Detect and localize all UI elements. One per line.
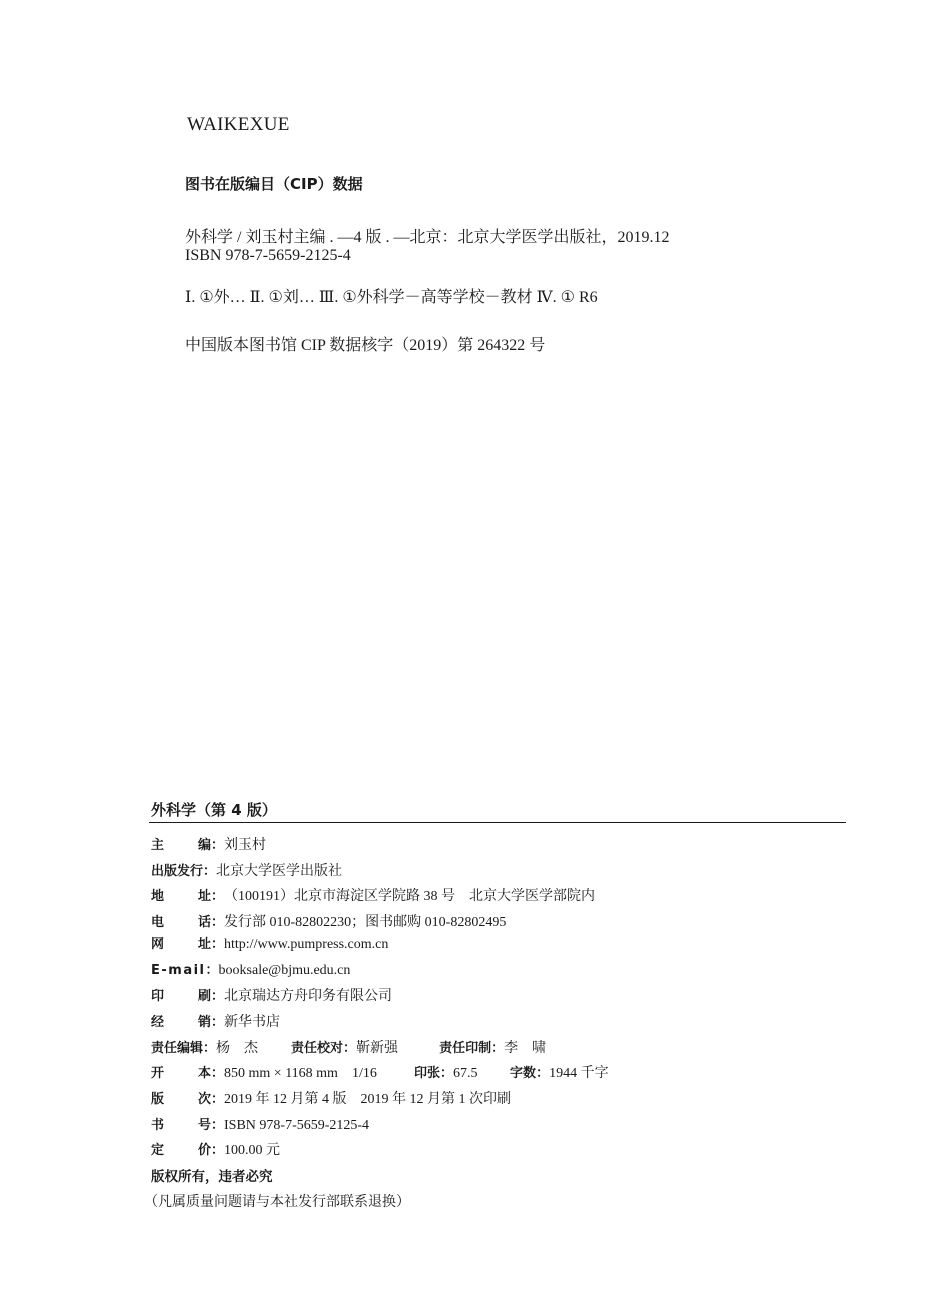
info-value: 2019 年 12 月第 4 版 2019 年 12 月第 1 次印刷 [224,1092,512,1107]
cip-line-record-number: 中国版本图书馆 CIP 数据核字（2019）第 264322 号 [185,337,546,354]
info-value: 杨 杰 [216,1041,259,1056]
info-label: 网 址 [151,937,211,952]
info-label: 责任印制 [439,1041,492,1056]
info-value: 发行部 010-82802230；图书邮购 010-82802495 [224,915,507,930]
info-label: 电 话 [151,915,211,930]
info-row-address: 地 址 ： （100191）北京市海淀区学院路 38 号 北京大学医学部院内 [151,885,595,905]
info-label: 主 编 [151,838,211,853]
info-value: 100.00 元 [224,1143,281,1158]
info-value: 靳新强 [356,1041,399,1056]
info-label: 经 销 [151,1015,211,1030]
pinyin-title: WAIKEXUE [187,114,290,135]
info-row-publisher: 出版发行 ： 北京大学医学出版社 [151,860,342,880]
info-label: 印张 [414,1066,441,1081]
cip-line-title: 外科学 / 刘玉村主编 . —4 版 . —北京：北京大学医学出版社，2019.12 [185,229,670,246]
info-row-editor: 主 编 ： 刘玉村 [151,834,266,854]
website-link[interactable]: http://www.pumpress.com.cn [224,937,389,952]
info-title: 外科学（第 4 版） [151,801,277,819]
info-row-printer: 印 刷 ： 北京瑞达方舟印务有限公司 [151,985,392,1005]
info-label: 印 刷 [151,989,211,1004]
info-row-price: 定 价 ： 100.00 元 [151,1139,280,1159]
info-row-isbn: 书 号 ： ISBN 978-7-5659-2125-4 [151,1114,369,1134]
cip-line-classification: Ⅰ. ①外… Ⅱ. ①刘… Ⅲ. ①外科学－高等学校－教材 Ⅳ. ① R6 [185,289,598,306]
info-label: 字数 [510,1066,537,1081]
info-value: 1944 千字 [549,1066,609,1081]
info-label: 开 本 [151,1066,211,1081]
info-label: 版 次 [151,1092,211,1107]
info-row-distributor: 经 销 ： 新华书店 [151,1011,280,1031]
rights-notice: 版权所有，违者必究 [151,1169,273,1185]
info-label: 责任编辑 [151,1041,204,1056]
info-label: 出版发行 [151,864,204,879]
info-value: （100191）北京市海淀区学院路 38 号 北京大学医学部院内 [224,889,596,904]
info-label: E-mail [151,963,206,978]
info-label: 书 号 [151,1118,211,1133]
info-row-edition: 版 次 ： 2019 年 12 月第 4 版 2019 年 12 月第 1 次印刷 [151,1088,511,1108]
return-note: （凡属质量问题请与本社发行部联系退换） [144,1195,410,1210]
info-row-responsible: 责任编辑 ： 杨 杰 责任校对 ： 靳新强 责任印制 ： 李 啸 [151,1037,546,1057]
info-value: 北京大学医学出版社 [216,864,343,879]
cip-heading: 图书在版编目（CIP）数据 [185,175,363,193]
info-value: 李 啸 [504,1041,547,1056]
info-row-website: 网 址 ： http://www.pumpress.com.cn [151,933,388,953]
info-label: 定 价 [151,1143,211,1158]
email-link[interactable]: booksale@bjmu.edu.cn [218,963,351,978]
info-value: ISBN 978-7-5659-2125-4 [224,1118,370,1133]
info-value: 新华书店 [224,1015,281,1030]
info-row-email: E-mail ： booksale@bjmu.edu.cn [151,963,351,978]
cip-line-isbn: ISBN 978-7-5659-2125-4 [185,247,351,264]
info-value: 67.5 [453,1066,478,1081]
info-value: 刘玉村 [224,838,267,853]
info-row-format: 开 本 ： 850 mm × 1168 mm 1/16 印张 ： 67.5 字数 ： 1944 千字 [151,1062,609,1082]
info-value: 北京瑞达方舟印务有限公司 [224,989,393,1004]
info-value: 850 mm × 1168 mm 1/16 [224,1066,377,1081]
info-row-phone: 电 话 ： 发行部 010-82802230；图书邮购 010-82802495 [151,911,506,931]
info-label: 责任校对 [291,1041,344,1056]
info-label: 地 址 [151,889,211,904]
divider-rule [149,822,846,823]
